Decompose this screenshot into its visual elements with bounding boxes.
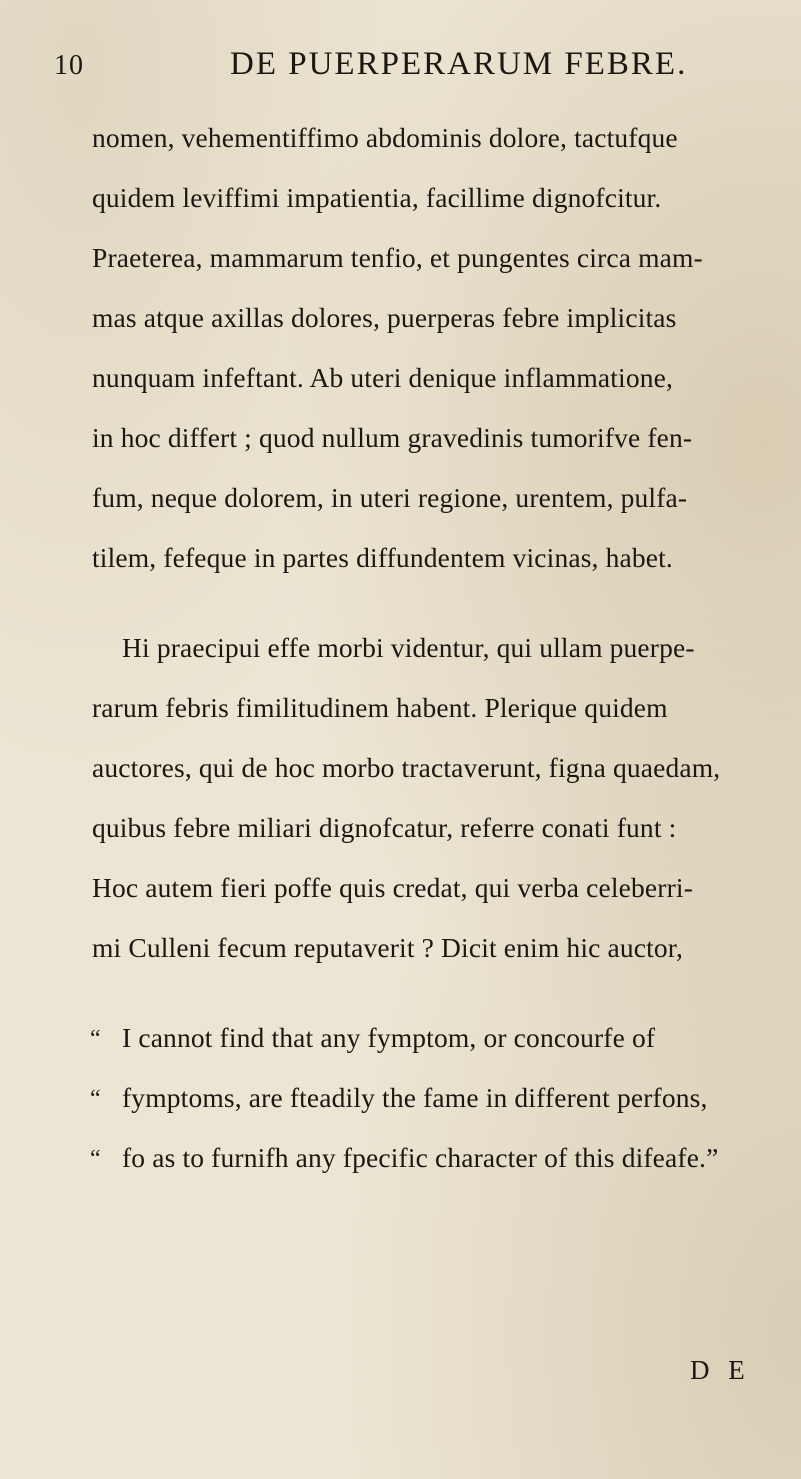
text-line: Hi praecipui effe morbi videntur, qui ullam puerpe- xyxy=(122,632,695,663)
quote-mark: “ xyxy=(90,1086,101,1112)
catchword: D E xyxy=(690,1355,751,1385)
text-line: rarum febris fimilitudinem habent. Plerique quidem xyxy=(92,692,668,723)
quote-mark: “ xyxy=(90,1026,101,1052)
running-head: DE PUERPERARUM FEBRE. xyxy=(230,46,688,82)
text-line: Praeterea, mammarum tenfio, et pungentes circa mam- xyxy=(92,242,703,273)
text-line: nunquam infeftant. Ab uteri denique inflammatione, xyxy=(92,362,674,393)
quote-line: I cannot find that any fymptom, or concourfe of xyxy=(122,1022,656,1053)
text-line: in hoc differt ; quod nullum gravedinis tumorifve fen- xyxy=(92,422,693,453)
text-line: quidem leviffimi impatientia, facillime dignofcitur. xyxy=(92,182,662,213)
text-line: auctores, qui de hoc morbo tractaverunt, figna quaedam, xyxy=(92,752,721,783)
text-line: quibus febre miliari dignofcatur, referre conati funt : xyxy=(92,812,677,843)
text-line: fum, neque dolorem, in uteri regione, urentem, pulfa- xyxy=(92,482,688,513)
text-line: mas atque axillas dolores, puerperas febre implicitas xyxy=(92,302,677,333)
text-line: tilem, fefeque in partes diffundentem vicinas, habet. xyxy=(92,542,673,573)
quote-line: fo as to furnifh any fpecific character of this difeafe.” xyxy=(122,1142,719,1173)
text-line: mi Culleni fecum reputaverit ? Dicit enim hic auctor, xyxy=(92,932,684,963)
page-header xyxy=(0,46,801,86)
page-number: 10 xyxy=(54,50,84,81)
quote-line: fymptoms, are fteadily the fame in different perfons, xyxy=(122,1082,708,1113)
quote-mark: “ xyxy=(90,1146,101,1172)
text-line: Hoc autem fieri poffe quis credat, qui verba celeberri- xyxy=(92,872,694,903)
text-line: nomen, vehementiffimo abdominis dolore, tactufque xyxy=(92,122,678,153)
